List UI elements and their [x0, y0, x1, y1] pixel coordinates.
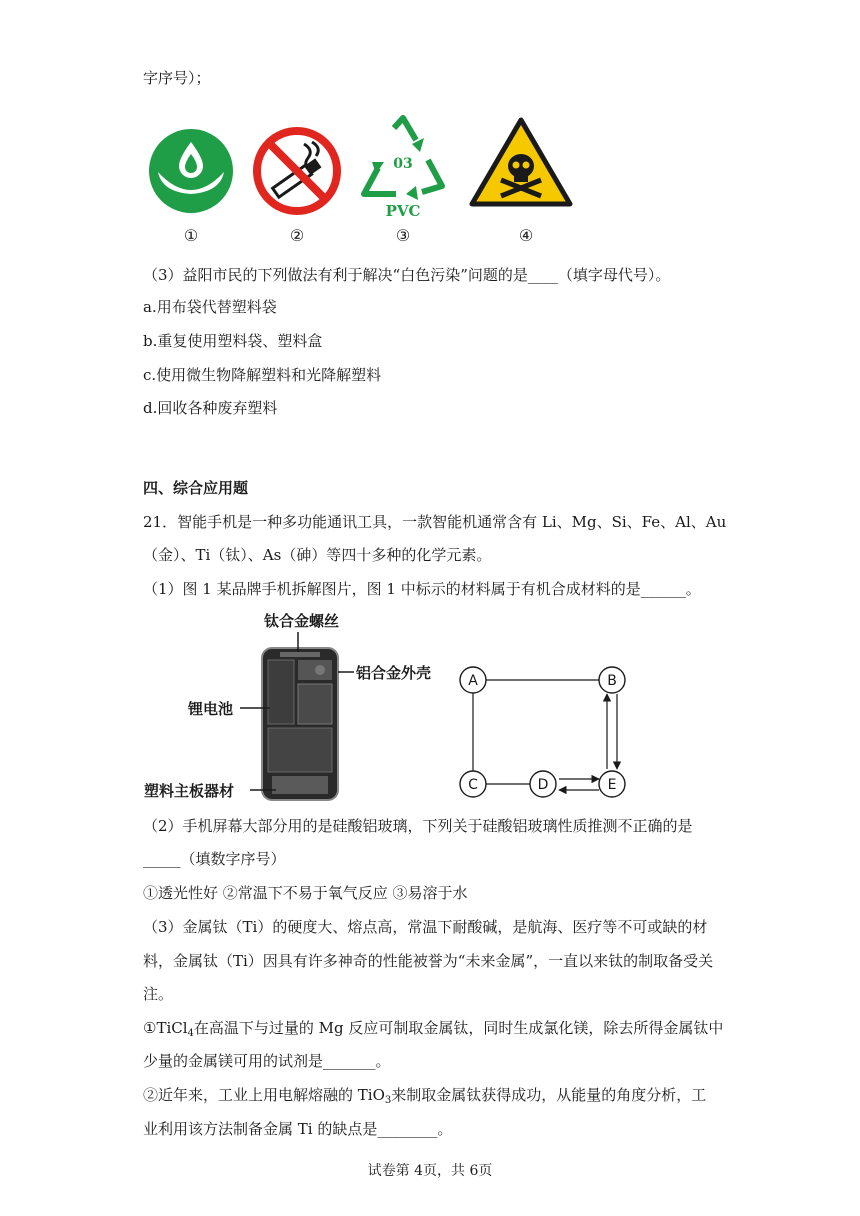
node-b-label: B [607, 673, 617, 689]
no-smoking-icon [252, 126, 342, 216]
sign-number: ① [183, 226, 199, 245]
water-saving-sign [148, 128, 234, 218]
node-e-label: E [607, 777, 617, 793]
formula-subscript: 4 [187, 1028, 194, 1039]
formula-subscript: 3 [384, 1095, 392, 1106]
sub-1-text: 在高温下与过量的 Mg 反应可制取金属钛，同时生成氯化镁，除去所得金属钛中 [193, 1019, 724, 1037]
label-titanium-screw: 钛合金螺丝 [264, 612, 340, 630]
option-c: c.使用微生物降解塑料和光降解塑料 [143, 366, 382, 384]
question-21-sub-2-cont: 业利用该方法制备金属 Ti 的缺点是________。 [143, 1120, 453, 1138]
sign-number: ② [289, 226, 305, 245]
label-lithium-battery: 锂电池 [188, 700, 234, 718]
option-d: d.回收各种废弃塑料 [143, 399, 278, 417]
sign-number: ③ [395, 226, 411, 245]
question-21-part-3-cont2: 注。 [143, 985, 174, 1003]
question-21-part-3: （3）金属钛（Ti）的硬度大、熔点高，常温下耐酸碱，是航海、医疗等不可或缺的材 [143, 918, 708, 936]
node-d-label: D [537, 777, 549, 793]
water-saving-icon [148, 128, 234, 214]
section-title: 四、综合应用题 [143, 479, 249, 497]
page-footer: 试卷第 4页，共 6页 [367, 1163, 493, 1179]
sub-2-text: ②近年来，工业上用电解熔融的 TiO [143, 1086, 385, 1104]
question-21-part-2-cont: _____（填数字序号） [143, 850, 286, 868]
sub-2-text-cont: 来制取金属钛获得成功，从能量的角度分析，工 [391, 1086, 707, 1104]
recycle-material: PVC [385, 202, 421, 220]
sign-number: ④ [518, 226, 534, 245]
question-21-part-2-options: ①透光性好 ②常温下不易于氧气反应 ③易溶于水 [143, 884, 468, 902]
option-a: a.用布袋代替塑料袋 [143, 298, 277, 316]
question-21-part-3-cont: 料，金属钛（Ti）因具有许多神奇的性能被誉为“未来金属”，一直以来钛的制取备受关 [143, 952, 714, 970]
toxic-sign [468, 116, 574, 212]
question-21-intro: 21．智能手机是一种多功能通讯工具，一款智能机通常含有 Li、Mg、Si、Fe、Al、Au [143, 513, 727, 531]
question-21-intro-cont: （金）、Ti（钛）、As（砷）等四十多种的化学元素。 [143, 546, 492, 564]
formula-text: ①TiCl [143, 1019, 188, 1037]
question-21-sub-2 [143, 1085, 706, 1111]
recycle-code: 03 [393, 156, 413, 172]
question-21-sub-1-cont: 少量的金属镁可用的试剂是_______。 [143, 1052, 391, 1070]
phone-teardown-figure [144, 608, 450, 803]
recycle-pvc-sign [356, 114, 450, 228]
node-c-label: C [468, 777, 478, 793]
question-21-part-1: （1）图 1 某品牌手机拆解图片，图 1 中标示的材料属于有机合成材料的是______。 [143, 580, 701, 598]
option-b: b.重复使用塑料袋、塑料盒 [143, 332, 323, 350]
question-21-sub-1 [143, 1018, 723, 1044]
node-a-label: A [468, 673, 478, 689]
relation-diagram [455, 662, 635, 800]
question-21-part-2: （2）手机屏幕大部分用的是硅酸铝玻璃，下列关于硅酸铝玻璃性质推测不正确的是 [143, 817, 693, 835]
label-plastic-board: 塑料主板器材 [144, 782, 235, 800]
label-aluminum-shell: 铝合金外壳 [356, 664, 432, 682]
question-part-3: （3）益阳市民的下列做法有利于解决“白色污染”问题的是____（填字母代号）。 [143, 266, 671, 284]
question-fragment: 字序号）； [143, 69, 211, 87]
skull-crossbones-icon [468, 116, 574, 208]
no-smoking-sign [252, 126, 342, 220]
